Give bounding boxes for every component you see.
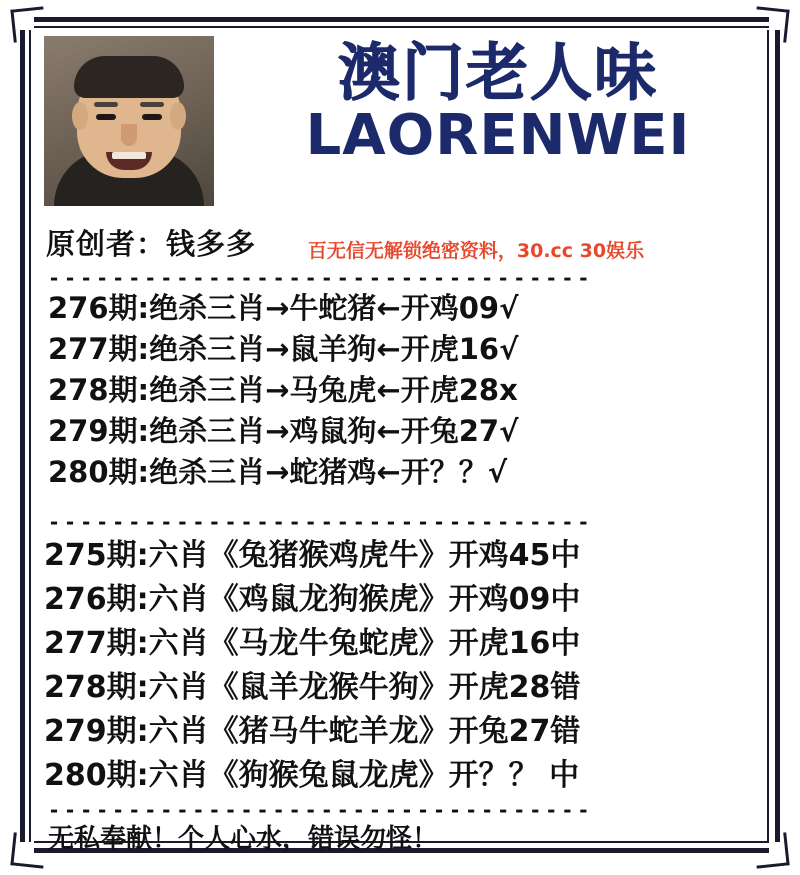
frame-right-line <box>775 30 780 842</box>
prediction-row: 280期:六肖《狗猴兔鼠龙虎》开？？ 中 <box>44 758 580 793</box>
divider-bottom: ---------------------------------- <box>48 800 594 820</box>
prediction-row: 276期:六肖《鸡鼠龙狗猴虎》开鸡09中 <box>44 582 581 617</box>
portrait-photo <box>44 36 214 206</box>
portrait-hair <box>74 56 184 98</box>
prediction-row: 279期:绝杀三肖→鸡鼠狗←开兔27√ <box>48 414 519 448</box>
portrait-brow-right <box>140 102 164 107</box>
corner-bottom-left <box>10 832 46 868</box>
title-english: LAORENWEI <box>305 103 691 169</box>
predictions-section-one <box>48 288 752 493</box>
portrait-nose <box>121 124 137 146</box>
corner-top-right <box>753 6 789 42</box>
prediction-row: 279期:六肖《猪马牛蛇羊龙》开兔27错 <box>44 714 581 749</box>
poster-header <box>44 36 756 206</box>
author-row <box>46 222 756 260</box>
prediction-row: 277期:六肖《马龙牛兔蛇虎》开虎16中 <box>44 626 581 661</box>
portrait-ear-right <box>170 102 186 130</box>
title-block <box>240 36 756 169</box>
prediction-row: 277期:绝杀三肖→鼠羊狗←开虎16√ <box>48 332 519 366</box>
portrait-eye-left <box>96 114 116 120</box>
frame-left-line-thin <box>29 30 31 842</box>
prediction-row: 276期:绝杀三肖→牛蛇猪←开鸡09√ <box>48 291 519 325</box>
frame-top-line-thin <box>34 26 769 28</box>
divider-top: ---------------------------------- <box>48 268 594 288</box>
corner-top-left <box>10 6 46 42</box>
corner-bottom-right <box>753 832 789 868</box>
frame-top-line <box>34 17 769 22</box>
divider-middle: ---------------------------------- <box>48 512 594 532</box>
watermark-text: 百无信无解锁绝密资料，30.cc 30娱乐 <box>307 240 645 262</box>
footer-note: 无私奉献！个人心水，错误勿怪！ <box>48 824 439 854</box>
predictions-section-two <box>44 534 760 798</box>
author-label: 原创者：钱多多 <box>46 227 257 261</box>
frame-left-line <box>20 30 25 842</box>
portrait-teeth <box>112 152 146 159</box>
prediction-row: 275期:六肖《兔猪猴鸡虎牛》开鸡45中 <box>44 538 581 573</box>
portrait-eye-right <box>142 114 162 120</box>
prediction-row: 278期:六肖《鼠羊龙猴牛狗》开虎28错 <box>44 670 581 705</box>
frame-right-line-thin <box>767 30 769 842</box>
portrait-ear-left <box>72 102 88 130</box>
title-chinese: 澳门老人味 <box>337 36 658 109</box>
prediction-row: 278期:绝杀三肖→马兔虎←开虎28x <box>48 373 518 407</box>
portrait-brow-left <box>94 102 118 107</box>
prediction-row: 280期:绝杀三肖→蛇猪鸡←开？？√ <box>48 455 508 489</box>
